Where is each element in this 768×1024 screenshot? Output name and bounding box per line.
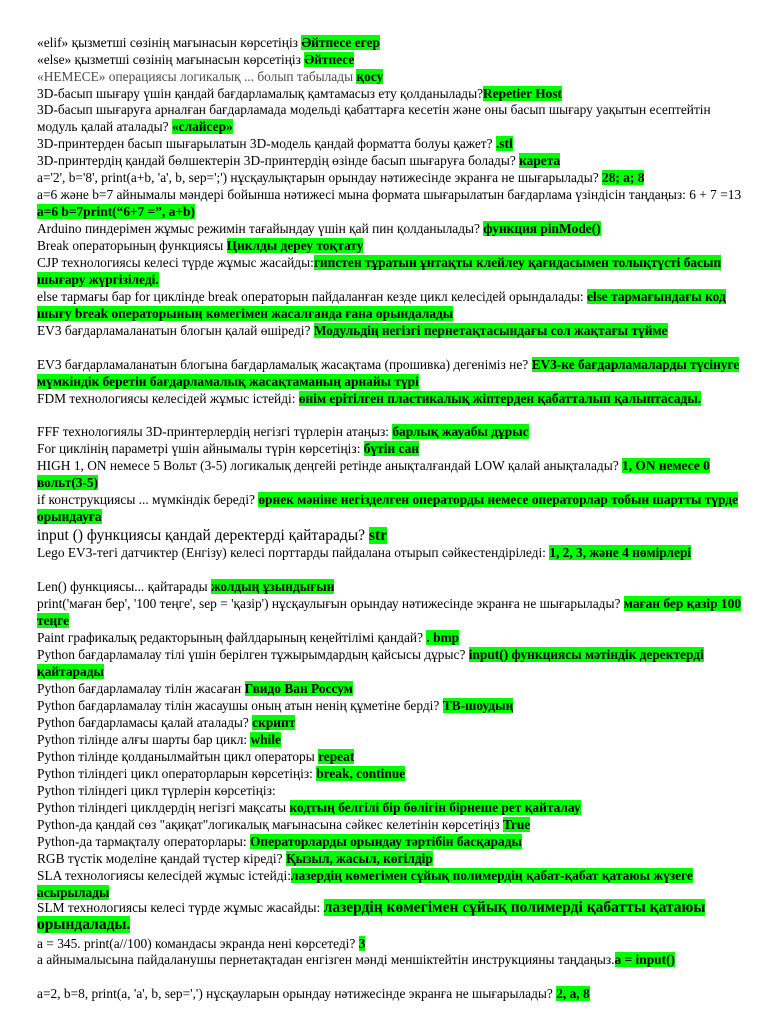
qa-item (37, 596, 745, 630)
question-text: a=2, b=8, print(a, 'a', b, sep=',') нұсқауларын орындау нәтижесінде экранға не шығарылады? (37, 986, 557, 1001)
qa-item (37, 800, 745, 817)
qa-item (37, 681, 745, 698)
answer-highlight: өнім ерітілген пластикалық жіптерден қабатталып қалыптасады. (298, 391, 702, 406)
question-text: For циклінің параметрі үшін айнымалы түрін көрсетіңіз: (37, 441, 364, 456)
question-text: SLA технологиясы келесідей жұмыс істейді: (37, 868, 291, 883)
answer-highlight: лазердің көмегімен сұйық полимердің қабат-қабат қатаюы жүзеге асырылады (37, 868, 693, 900)
qa-item (37, 545, 745, 562)
qa-item (37, 255, 745, 289)
question-text: «elif» қызметші сөзінің мағынасын көрсетіңіз (37, 35, 302, 50)
answer-highlight: True (502, 817, 531, 832)
answer-highlight: өрнек мәніне негізделген операторды немесе операторлар тобын шартты түрде орындауға (37, 492, 739, 524)
answer-highlight: 1, ON немесе 0 вольт(3-5) (37, 458, 710, 490)
question-text: EV3 бағдарламаланатын блогына бағдарламалық жасақтама (прошивка) дегеніміз не? (37, 357, 532, 372)
question-text: if конструкциясы ... мүмкіндік береді? (37, 492, 259, 507)
question-text: Python бағдарламалау тілі үшін берілген тұжырымдардың қайсысы дұрыс? (37, 647, 469, 662)
answer-highlight: ТВ-шоудың (442, 698, 514, 713)
qa-item (37, 834, 745, 851)
qa-item (37, 391, 745, 408)
question-text: Arduino пиндерімен жұмыс режимін тағайындау үшін қай пин қолданылады? (37, 221, 484, 236)
question-text: Python тіліндегі циклдердің негізгі мақсаты (37, 800, 290, 815)
qa-item (37, 526, 745, 545)
answer-highlight: функция pinMode() (483, 221, 601, 236)
question-text: 3D-принтерден басып шығарылатын 3D-модель қандай форматта болуы қажет? (37, 136, 496, 151)
qa-item (37, 630, 745, 647)
qa-item (37, 441, 745, 458)
answer-highlight: a=6 b=7print(“6+7 =”, a+b) (37, 203, 195, 219)
qa-item (37, 851, 745, 868)
question-text: «else» қызметші сөзінің мағынасын көрсетіңіз (37, 52, 305, 67)
answer-highlight: 3 (358, 936, 366, 951)
answer-highlight: 28; a; 8 (602, 170, 645, 185)
qa-item (37, 323, 745, 340)
qa-item (37, 749, 745, 766)
question-text: Python бағдарламалау тілін жасаған (37, 681, 245, 696)
question-text: 3D-басып шығару үшін қандай бағдарламалық қамтамасыз ету қолданылады? (37, 86, 484, 101)
question-text: print('маған бер', '100 теңге', sep = 'қазір') нұсқаулығын орындау нәтижесінде экранға не шығарылады? (37, 596, 624, 611)
question-text: a айнымалысына пайдаланушы пернетақтадан енгізген мәнді меншіктейтін инструкцияны таңдаңыз. (37, 952, 615, 967)
qa-item (37, 102, 745, 136)
qa-item (37, 52, 745, 69)
answer-highlight: Әйтпесе егер (301, 35, 380, 50)
qa-item (37, 221, 745, 238)
qa-item (37, 492, 745, 526)
question-text: Python тілінде қолданылмайтын цикл операторы (37, 749, 319, 764)
answer-highlight: EV3-ке бағдарламаларды түсінуге мүмкіндік беретін бағдарламалық жасақтаманың арнайы түрі (37, 357, 740, 389)
qa-item (37, 289, 745, 323)
question-text: Python тіліндегі цикл операторларын көрсетіңіз: (37, 766, 317, 781)
answer-highlight: Repetier Host (483, 86, 563, 101)
question-text: a = 345. print(a//100) командасы экранда нені көрсетеді? (37, 936, 359, 951)
question-text: a=6 және b=7 айнымалы мәндері бойынша нәтижесі мына формата шығарылатын бағдарлама үзіндісін таңдаңыз: 6 + 7 =13 (37, 187, 742, 202)
answer-highlight: str (368, 527, 387, 544)
qa-item (37, 69, 745, 86)
answer-highlight: Гвидо Ван Россум (244, 681, 353, 696)
qa-item (37, 357, 745, 391)
question-text: CJP технологиясы келесі түрде жұмыс жасайды: (37, 255, 314, 270)
qa-item (37, 170, 745, 187)
answer-highlight: repeat (318, 749, 355, 764)
qa-item (37, 698, 745, 715)
answer-highlight: Операторларды орындау тәртібін басқарады (249, 834, 522, 849)
answer-highlight: қосу (356, 69, 384, 84)
question-text: Python бағдарламасы қалай аталады? (37, 715, 253, 730)
question-text: RGB түстік моделіне қандай түстер кіреді? (37, 851, 286, 866)
question-text: «НЕМЕСЕ» операциясы логикалық ... болып табылады (37, 69, 357, 84)
question-text: EV3 бағдарламаланатын блогын қалай өшіреді? (37, 323, 314, 338)
answer-highlight: while (250, 732, 281, 747)
question-text: Paint графикалық редакторының файлдарының кеңейтілімі қандай? (37, 630, 427, 645)
answer-highlight: Әйтпесе (304, 52, 355, 67)
qa-item (37, 238, 745, 255)
question-text: HIGH 1, ON немесе 5 Вольт (3-5) логикалық деңгейі ретінде анықталғандай LOW қалай анықталады? (37, 458, 623, 473)
qa-item (37, 732, 745, 749)
qa-item (37, 458, 745, 492)
question-text: else тармағы бар for циклінде break операторын пайдаланған кезде цикл келесідей орындалады: (37, 289, 587, 304)
qa-item (37, 900, 745, 934)
question-text: Python бағдарламалау тілін жасаушы оның атын ненің құметіне берді? (37, 698, 443, 713)
question-text: FFF технологиялы 3D-принтерлердің негізгі түрлерін атаңыз: (37, 424, 393, 439)
answer-highlight: бүтін сан (363, 441, 420, 456)
answer-highlight: 2, a, 8 (556, 986, 590, 1001)
answer-highlight: скрипт (252, 715, 296, 730)
qa-item (37, 817, 745, 834)
qa-item (37, 136, 745, 153)
qa-item (37, 936, 745, 953)
answer-highlight: .stl (495, 136, 513, 151)
question-text: SLM технологиясы келесі түрде жұмыс жасайды: (37, 900, 324, 915)
answer-highlight: кодтың белгілі бір бөлігін бірнеше рет қайталау (289, 800, 581, 815)
qa-item (37, 424, 745, 441)
answer-highlight: 1, 2, 3, және 4 нөмірлері (549, 545, 692, 560)
qa-item (37, 766, 745, 783)
answer-highlight: else тармағындағы код шығу break операторының көмегімен жасалғанда ғана орындалады (37, 289, 726, 321)
question-text: Python тіліндегі цикл түрлерін көрсетіңіз: (37, 783, 276, 798)
qa-item (37, 153, 745, 170)
qa-item (37, 952, 745, 969)
qa-item (37, 986, 745, 1003)
answer-highlight: гипстен тұратын ұнтақты клейлеу қағидасымен толықтүсті басып шығару жүргізіледі. (37, 255, 722, 287)
answer-highlight: маған бер қазір 100 теңге (37, 596, 742, 628)
qa-item (37, 783, 745, 800)
answer-highlight: Циклды дереу тоқтату (226, 238, 364, 253)
qa-item (37, 868, 745, 902)
qa-item (37, 86, 745, 103)
qa-item (37, 579, 745, 596)
answer-highlight: барлық жауабы дұрыс (392, 424, 529, 439)
answer-highlight: Модульдің негізгі пернетақтасындағы сол жақтағы түйме (313, 323, 668, 338)
question-text: Break операторының функциясы (37, 238, 227, 253)
question-text: Lego EV3-тегі датчиктер (Енгізу) келесі порттарды пайдалана отырып сәйкестендіріледі: (37, 545, 550, 560)
answer-highlight: break, continue (316, 766, 406, 781)
question-text: 3D-принтердің қандай бөлшектерін 3D-принтердің өзінде басып шығаруға болады? (37, 153, 520, 168)
question-text: FDM технологиясы келесідей жұмыс істейді: (37, 391, 299, 406)
answer-highlight: Қызыл, жасыл, көгілдір (285, 851, 433, 866)
answer-highlight: жолдың ұзындығын (211, 579, 335, 594)
question-text: input () функциясы қандай деректерді қайтарады? (37, 527, 369, 544)
question-text: 3D-басып шығаруға арналған бағдарламада модельді қабаттарға кесетін және оны басып шығару уақытын есептейтін модуль қалай аталады? (37, 102, 711, 134)
answer-highlight: . bmp (426, 630, 460, 645)
qa-item (37, 715, 745, 732)
answer-highlight: «слайсер» (171, 118, 233, 134)
question-text: a='2', b='8', print(a+b, 'a', b, sep=';') нұсқаулықтарын орындау нәтижесінде экранға не шығарылады? (37, 170, 602, 185)
question-text: Python-да қандай сөз "ақиқат"логикалық мағынасына сәйкес келетінін көрсетіңіз (37, 817, 503, 832)
qa-item (37, 35, 745, 52)
qa-item (37, 647, 745, 681)
question-text: Len() функциясы... қайтарады (37, 579, 211, 594)
answer-highlight: a = input() (614, 952, 675, 967)
qa-item (37, 187, 745, 221)
answer-highlight: карета (519, 153, 561, 168)
answer-highlight: input() функциясы мәтіндік деректерді қайтарады (37, 647, 704, 679)
question-text: Python-да тармақталу операторлары: (37, 834, 250, 849)
question-text: Python тілінде алғы шарты бар цикл: (37, 732, 251, 747)
answer-highlight: лазердің көмегімен сұйық полимерді қабатты қатаюы орындалады. (37, 899, 706, 933)
